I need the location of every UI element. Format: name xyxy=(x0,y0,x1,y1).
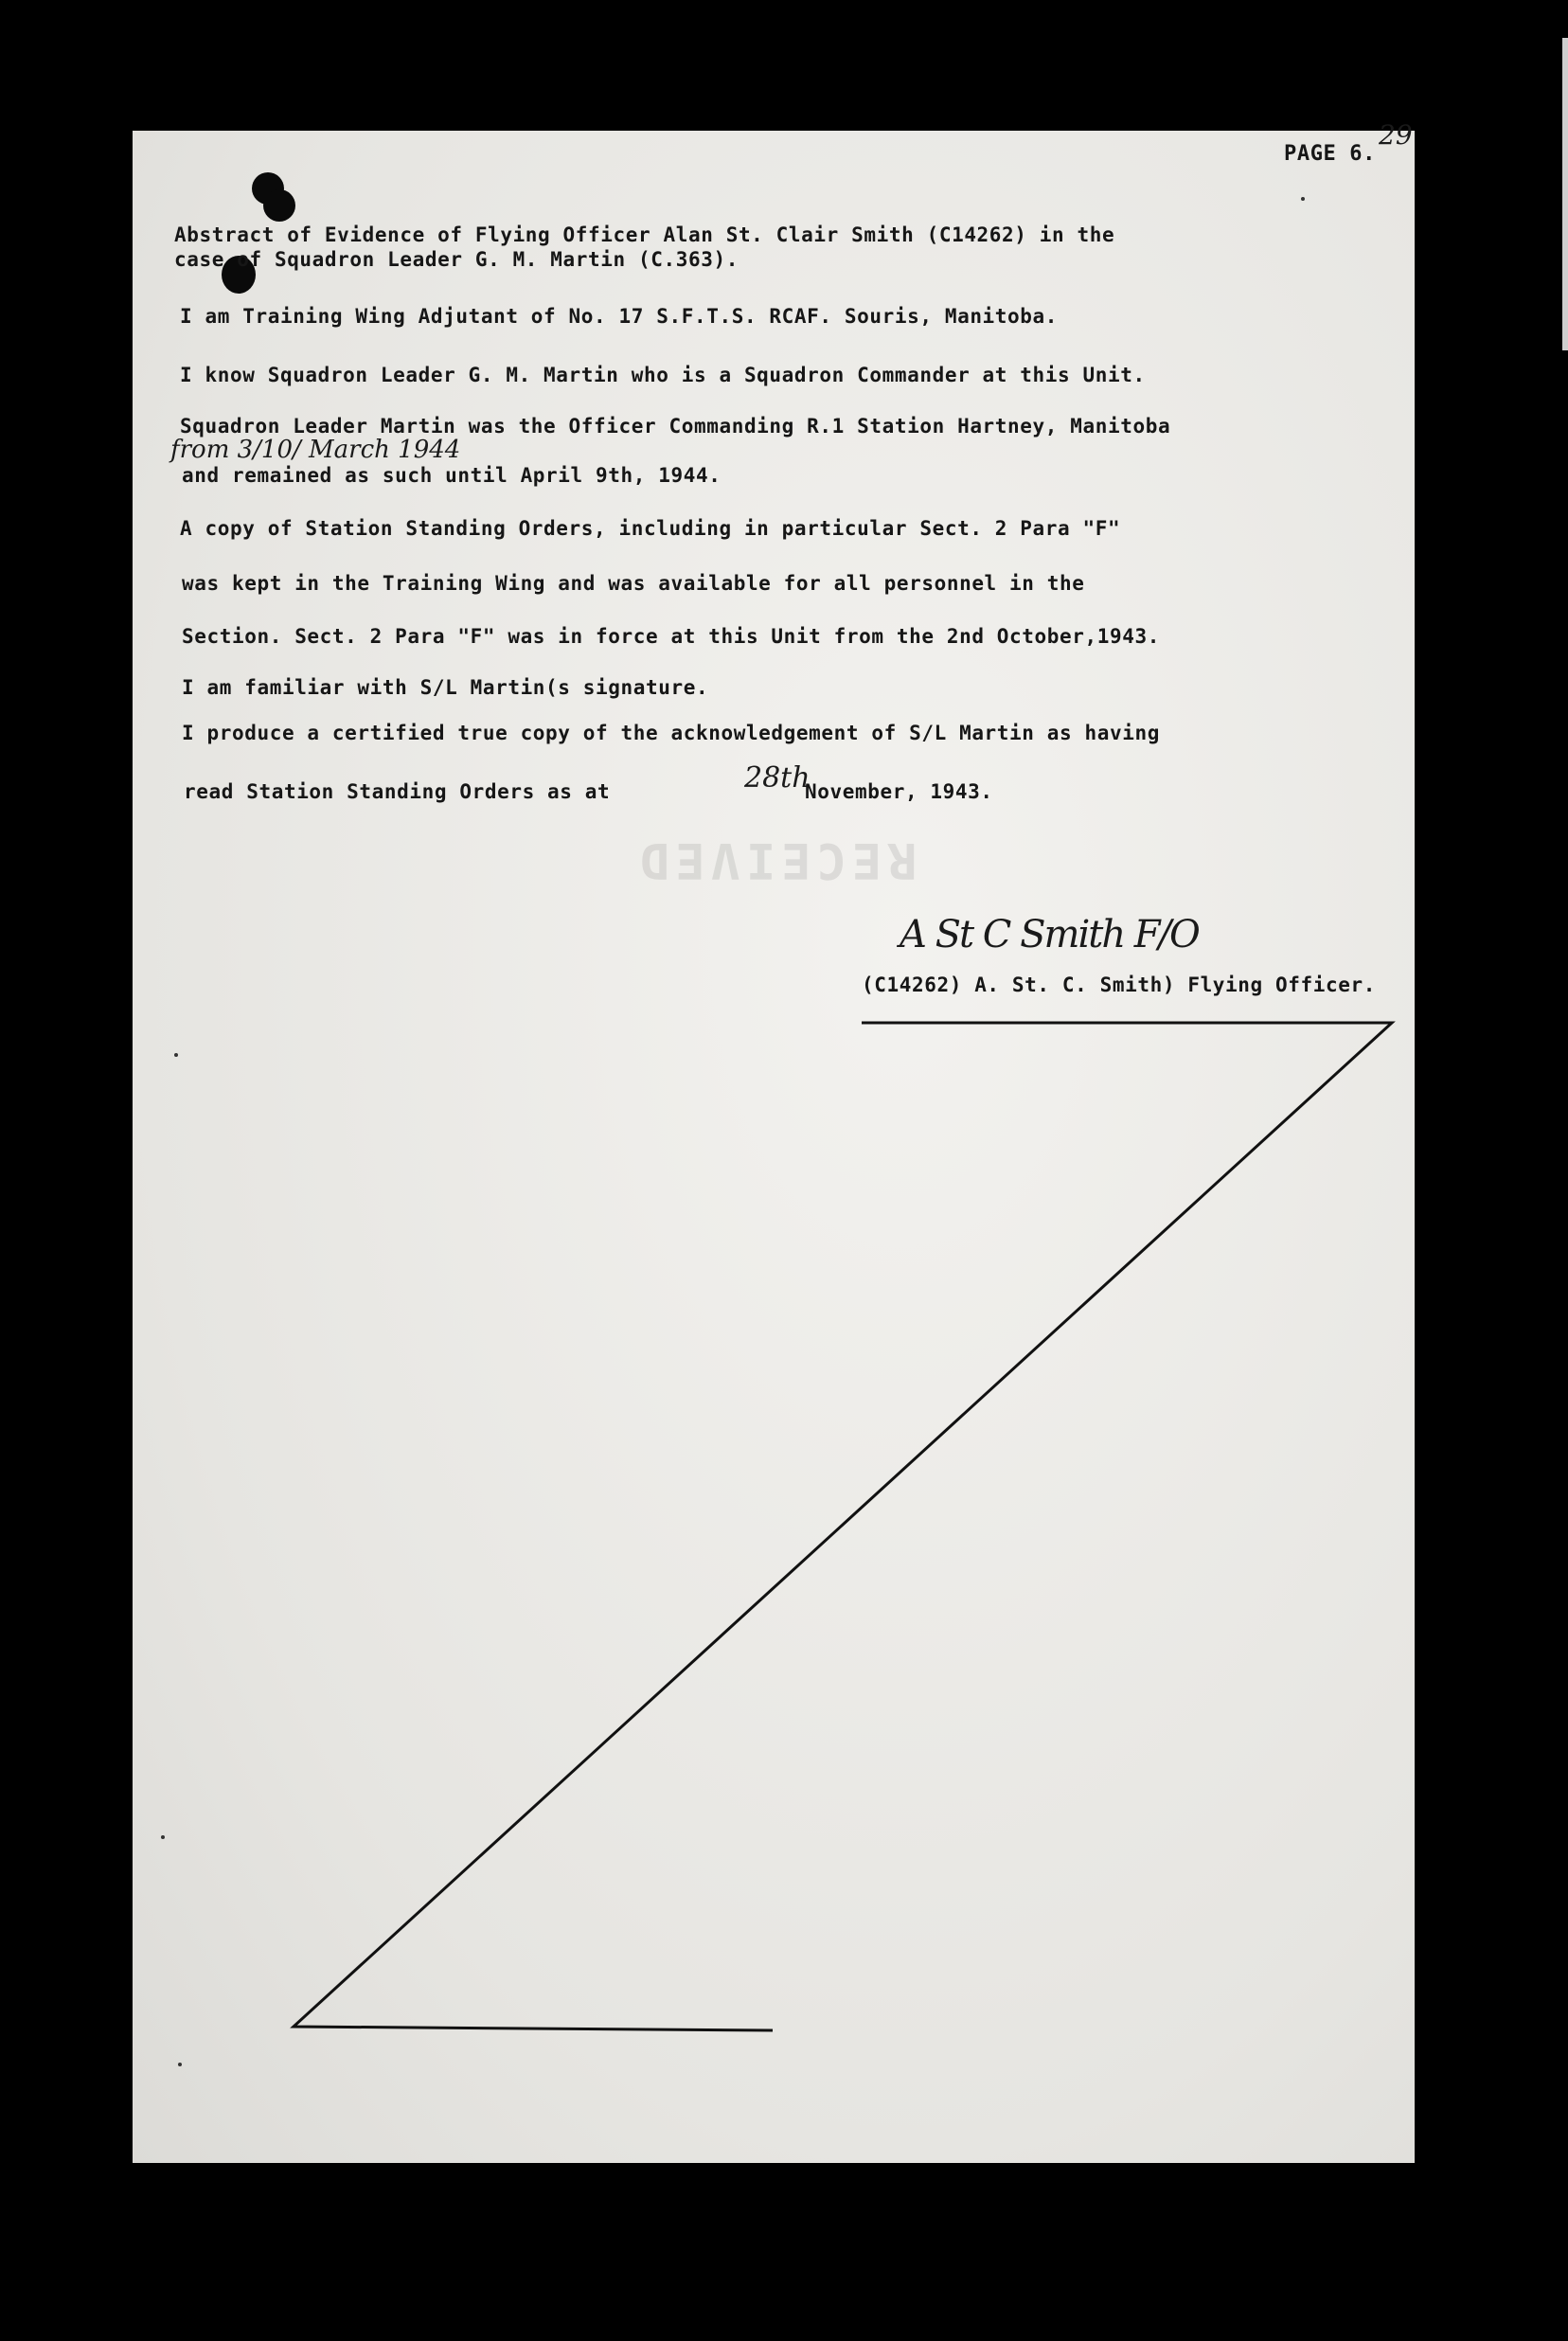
speck xyxy=(178,2063,182,2066)
heading-line-2: case of Squadron Leader G. M. Martin (C.363). xyxy=(174,248,739,271)
handwritten-insertion: from 3/10/ March 1944 xyxy=(170,436,461,464)
paragraph-4-line-2: was kept in the Training Wing and was available for all personnel in the xyxy=(182,572,1085,595)
signature-block: (C14262) A. St. C. Smith) Flying Officer. xyxy=(862,974,1376,996)
paragraph-6-line-2-start: read Station Standing Orders as at xyxy=(184,780,611,803)
document-page xyxy=(133,119,1415,2163)
handwritten-signature: A St C Smith F/O xyxy=(900,913,1199,956)
page-number-label: PAGE 6. xyxy=(1284,142,1376,166)
speck xyxy=(161,1835,165,1839)
paragraph-3-line-2: and remained as such until April 9th, 1944. xyxy=(182,464,722,487)
speck xyxy=(1301,197,1305,201)
heading-line-1: Abstract of Evidence of Flying Officer Alan St. Clair Smith (C14262) in the xyxy=(174,223,1115,246)
handwritten-date: 28th xyxy=(744,761,811,795)
ghost-stamp: RECEIVED xyxy=(634,831,918,888)
handwritten-folio: 29 xyxy=(1379,119,1413,151)
paragraph-6-line-2-end: November, 1943. xyxy=(805,780,993,803)
paragraph-2: I know Squadron Leader G. M. Martin who is a Squadron Commander at this Unit. xyxy=(180,364,1146,386)
cancellation-line xyxy=(133,131,1415,2163)
paragraph-1: I am Training Wing Adjutant of No. 17 S.F.T.S. RCAF. Souris, Manitoba. xyxy=(180,305,1059,328)
paragraph-6-line-1: I produce a certified true copy of the acknowledgement of S/L Martin as having xyxy=(182,722,1160,744)
film-frame-edge xyxy=(1562,38,1568,350)
speck xyxy=(174,1053,178,1057)
paragraph-3-line-1: Squadron Leader Martin was the Officer Commanding R.1 Station Hartney, Manitoba xyxy=(180,415,1171,438)
paragraph-4-line-3: Section. Sect. 2 Para "F" was in force at this Unit from the 2nd October,1943. xyxy=(182,625,1160,648)
paragraph-4-line-1: A copy of Station Standing Orders, including in particular Sect. 2 Para "F" xyxy=(180,517,1121,540)
paragraph-5: I am familiar with S/L Martin(s signature. xyxy=(182,676,709,699)
